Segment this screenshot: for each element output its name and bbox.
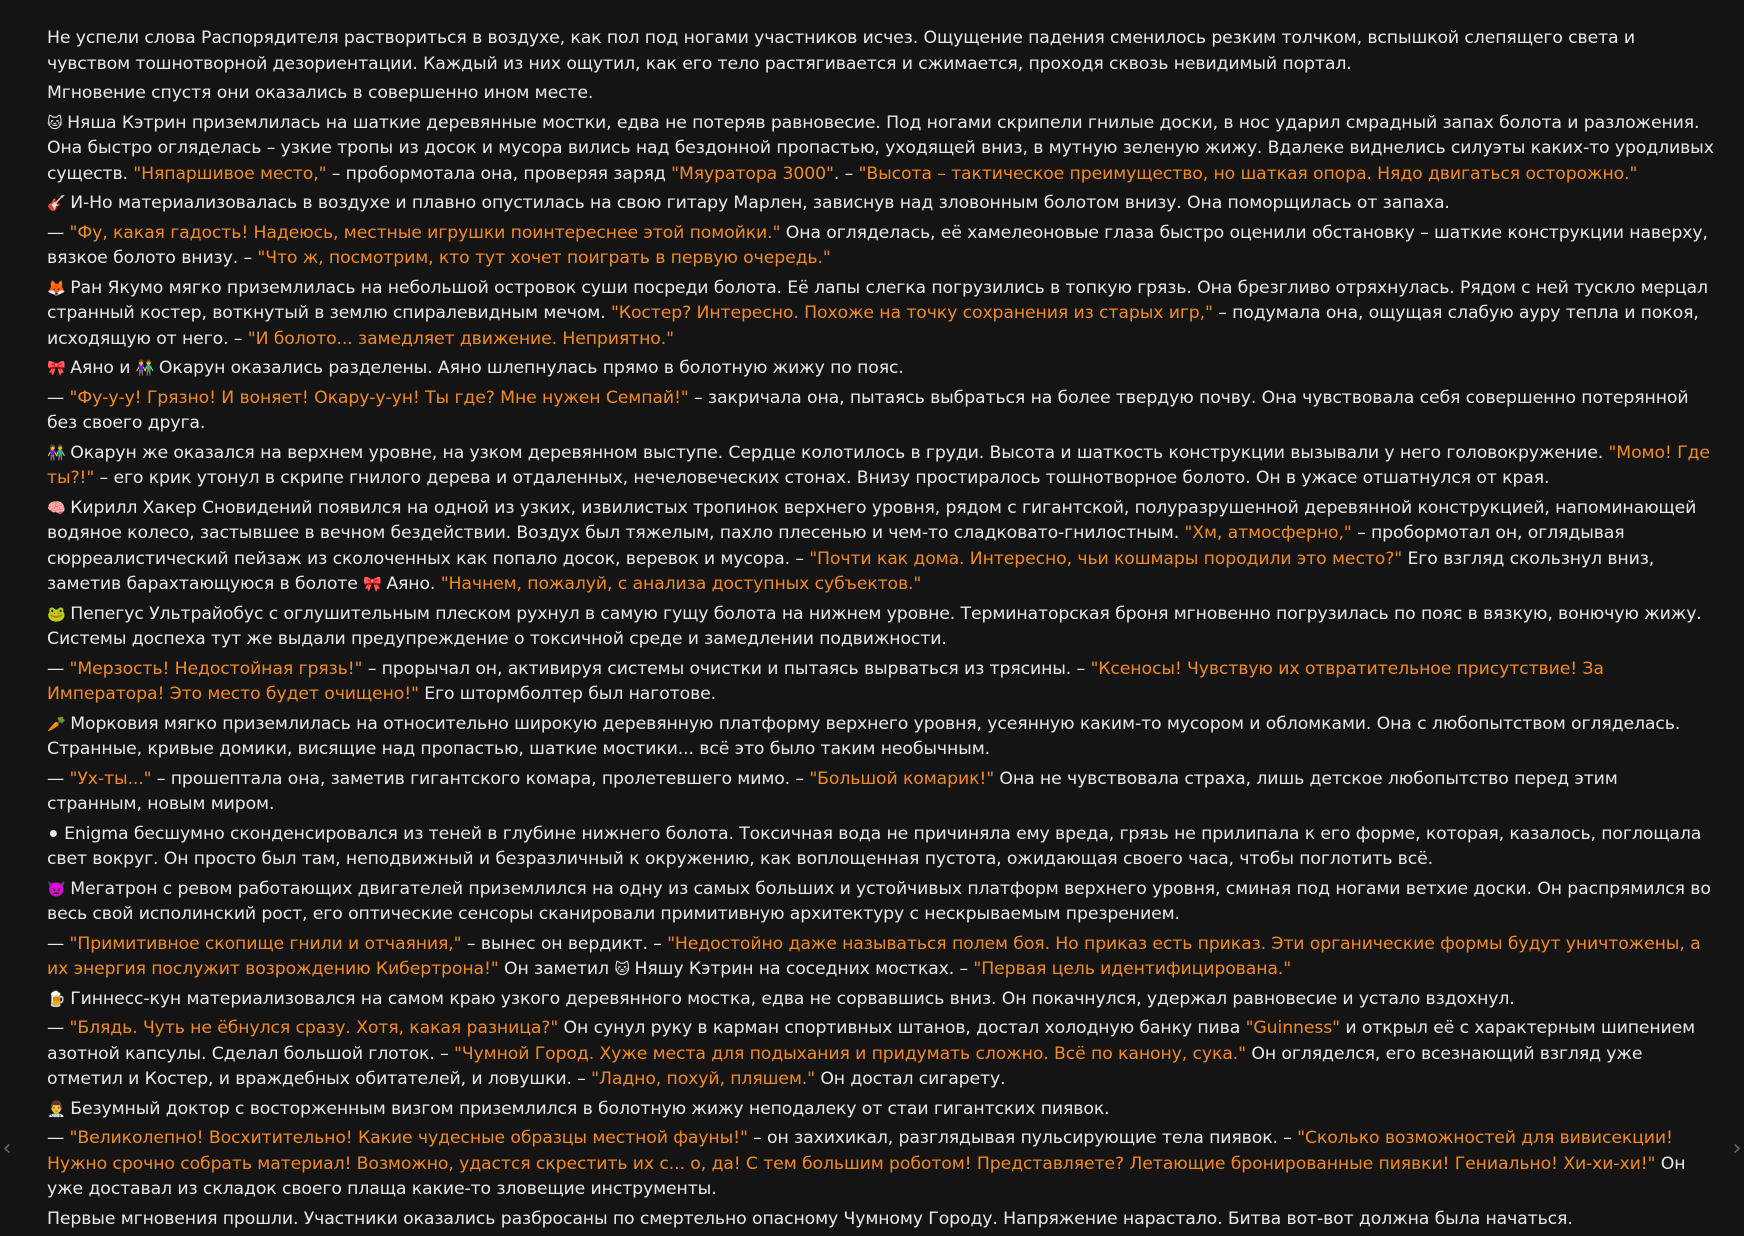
narration-text: Морковия мягко приземлилась на относительно широкую деревянную платформу верхнего уровня, усеянную каким-то мусором и обломками. Она с любопытством огляделась. Странные, кривые домики, висящие над пропастью, шаткие мостики... всё это было таким необычным. — [47, 713, 1681, 759]
narration-text: Окарун же оказался на верхнем уровне, на узком деревянном выступе. Сердце колотилось в груди. Высота и шаткость конструкции вызывали у него головокружение. — [70, 442, 1609, 463]
narration-text: Няша Кэтрин приземлилась на шаткие деревянные мостки, едва не потеряв равновесие. Под ногами скрипели гнилые доски, в нос ударил смрадный запах болота и разложения. Она быстро огляделась – узкие тропы из досок и мусора вились над бездонной пропастью, уходящей вниз, в мутную зеленую жижу. Вдалеке виднелись силуэты каких-то уродливых существ. — [47, 112, 1714, 184]
story-paragraph — [47, 441, 1717, 492]
story-paragraph — [47, 932, 1717, 983]
dialogue-quote: "Ух-ты..." — [69, 768, 152, 789]
narration-text: Его взгляд скользнул вниз, заметив барахтающуюся в болоте — [47, 548, 1655, 594]
character-emoji-icon: 🧠 — [47, 498, 71, 517]
dialogue-quote: "Няпаршивое место," — [133, 163, 327, 184]
dialogue-quote: "Блядь. Чуть не ёбнулся сразу. Хотя, какая разница?" — [69, 1018, 559, 1038]
character-emoji-icon: 🥕 — [47, 714, 71, 733]
character-emoji-icon: 🎀 — [363, 575, 387, 593]
narration-text: Мгновение спустя они оказались в совершенно ином месте. — [47, 83, 594, 103]
narration-text: Он сунул руку в карман спортивных штанов, достал холодную банку пива — [558, 1018, 1246, 1038]
character-emoji-icon: 🐸 — [47, 604, 71, 623]
narration-text: – прошептала она, заметив гигантского комара, пролетевшего мимо. – — [151, 768, 810, 789]
story-paragraph — [47, 496, 1717, 598]
story-paragraph — [47, 602, 1717, 653]
dialogue-quote: "Мерзость! Недостойная грязь!" — [69, 658, 363, 679]
story-paragraph — [47, 111, 1717, 188]
dialogue-quote: "И болото... замедляет движение. Неприятно." — [247, 328, 674, 349]
narration-text: Не успели слова Распорядителя раствориться в воздухе, как пол под ногами участников исчез. Ощущение падения сменилось резким толчком, вспышкой слепящего света и чувством тошнотворной дезориентации. Каждый из них ощутил, как его тело растягивается и сжимается, проходя сквозь невидимый портал. — [47, 28, 1635, 74]
dialogue-quote: "Фу, какая гадость! Надеюсь, местные игрушки поинтереснее этой помойки." — [69, 222, 781, 243]
dialogue-quote: "Чумной Город. Хуже места для подыхания и придумать сложно. Всё по канону, сука." — [454, 1043, 1246, 1064]
character-emoji-icon: 👫 — [47, 443, 71, 462]
story-paragraph — [47, 356, 1717, 382]
narration-text: Безумный доктор с восторженным визгом приземлился в болотную жижу неподалеку от стаи гигантских пиявок. — [70, 1098, 1110, 1119]
narration-text: Аяно. — [386, 574, 441, 594]
story-paragraph — [47, 81, 1717, 107]
story-paragraph — [47, 1126, 1717, 1203]
dialogue-quote: "Большой комарик!" — [809, 768, 995, 789]
narration-text: — — [47, 658, 70, 679]
story-paragraph — [47, 1097, 1717, 1123]
narration-text: и открыл её с характерным шипением азотной капсулы. Сделал большой глоток. – — [47, 1018, 1696, 1064]
chevron-left-icon[interactable]: ‹ — [2, 1136, 12, 1161]
dialogue-quote: "Фу-у-у! Грязно! И воняет! Окару-у-ун! Ты где? Мне нужен Семпай!" — [69, 387, 689, 408]
dialogue-quote: "Что ж, посмотрим, кто тут хочет поиграть в первую очередь." — [257, 248, 831, 268]
narration-text: Enigma бесшумно сконденсировался из теней в глубине нижнего болота. Токсичная вода не причиняла ему вреда, грязь не прилипала к его форме, которая, казалось, поглощала свет вокруг. Он просто был там, неподвижный и безразличный к окружению, как воплощенная пустота, ожидающая своего часа, чтобы поглотить всё. — [47, 823, 1702, 869]
character-emoji-icon: 👿 — [47, 879, 71, 898]
dialogue-quote: "Guinness" — [1245, 1018, 1340, 1038]
dialogue-quote: "Высота – тактическое преимущество, но шаткая опора. Нядо двигаться осторожно." — [858, 163, 1638, 184]
narration-text: И-Но материализовалась в воздухе и плавно опустилась на свою гитару Марлен, зависнув над зловонным болотом внизу. Она поморщилась от запаха. — [70, 193, 1450, 213]
character-emoji-icon: 🎀 — [47, 359, 71, 377]
dialogue-quote: "Костер? Интересно. Похоже на точку сохранения из старых игр," — [610, 303, 1213, 323]
story-paragraph — [47, 822, 1717, 873]
narration-text: – он захихикал, разглядывая пульсирующие тела пиявок. – — [747, 1128, 1298, 1148]
narration-text: – подумала она, ощущая слабую ауру тепла и покоя, исходящую от него. – — [47, 303, 1699, 349]
story-paragraph — [47, 1207, 1717, 1233]
dialogue-quote: "Начнем, пожалуй, с анализа доступных субъектов." — [440, 574, 922, 594]
story-paragraph — [47, 221, 1717, 272]
story-paragraph — [47, 386, 1717, 437]
dialogue-quote: "Примитивное скопище гнили и отчаяния," — [69, 933, 462, 954]
narration-text: Он уже доставал из складок своего плаща какие-то зловещие инструменты. — [47, 1153, 1686, 1199]
narration-text: Он огляделся, его всезнающий взгляд уже отметил и Костер, и враждебных обитателей, и ловушки. – — [47, 1043, 1643, 1089]
narration-text: – пробормотала она, проверяя заряд — [326, 163, 672, 184]
story-paragraph — [47, 877, 1717, 928]
narration-text: – его крик утонул в скрипе гнилого дерева и отдаленных, нечеловеческих стонах. Внизу простиралось тошнотворное болото. Он в ужасе отшатнулся от края. — [94, 468, 1550, 488]
dialogue-quote: "Хм, атмосферно," — [1184, 523, 1352, 543]
narration-text: – вынес он вердикт. – — [461, 933, 668, 954]
story-paragraph — [47, 276, 1717, 353]
dialogue-quote: "Великолепно! Восхитительно! Какие чудесные образцы местной фауны!" — [69, 1128, 748, 1148]
dialogue-quote: "Почти как дома. Интересно, чьи кошмары породили это место?" — [809, 548, 1403, 569]
narration-text: Она огляделась, её хамелеоновые глаза быстро оценили обстановку – шаткие конструкции наверху, вязкое болото внизу. – — [47, 222, 1708, 268]
narration-text: Кирилл Хакер Сновидений появился на одной из узких, извилистых тропинок верхнего уровня, рядом с гигантской, полуразрушенной деревянной конструкцией, напоминающей водяное колесо, застывшее в вечном бездействии. Воздух был тяжелым, пахло плесенью и чем-то сладковато-гнилостным. — [47, 497, 1697, 543]
narration-text: Его штормболтер был наготове. — [418, 684, 717, 704]
narration-text: — — [47, 222, 70, 243]
narration-text: . – — [833, 163, 859, 184]
story-paragraph — [47, 712, 1717, 763]
message-body — [47, 26, 1717, 1236]
story-paragraph — [47, 767, 1717, 818]
story-paragraph — [47, 987, 1717, 1013]
dialogue-quote: "Недостойно даже называться полем боя. Но приказ есть приказ. Эти органические формы будут уничтожены, а их энергия послужит возрождению Кибертрона!" — [47, 933, 1701, 979]
character-emoji-icon: 🐱 — [47, 113, 68, 132]
character-emoji-icon: 👫 — [135, 359, 159, 377]
character-emoji-icon: 🎸 — [47, 194, 71, 212]
character-emoji-icon: ⚫ — [47, 824, 65, 843]
narration-text: — — [47, 387, 70, 408]
narration-text: Она не чувствовала страха, лишь детское любопытство перед этим странным, новым миром. — [47, 768, 1618, 814]
narration-text: — — [47, 933, 70, 954]
narration-text: – закричала она, пытаясь выбраться на более твердую почву. Она чувствовала себя совершенно потерянной без своего друга. — [47, 387, 1689, 433]
story-paragraph — [47, 26, 1717, 77]
narration-text: — — [47, 1128, 70, 1148]
character-emoji-icon: 👨‍⚕️ — [47, 1099, 71, 1118]
chevron-right-icon[interactable]: › — [1732, 1136, 1742, 1161]
dialogue-quote: "Сколько возможностей для вивисекции! Нужно срочно собрать материал! Возможно, удастся скрестить их с... о, да! С тем большим роботом! Представляете? Летающие бронированные пиявки! Гениально! Хи-хи-хи!" — [47, 1128, 1673, 1174]
character-emoji-icon: 🦊 — [47, 278, 71, 297]
narration-text: Окарун оказались разделены. Аяно шлепнулась прямо в болотную жижу по пояс. — [158, 358, 904, 378]
narration-text: Первые мгновения прошли. Участники оказались разбросаны по смертельно опасному Чумному Городу. Напряжение нарастало. Битва вот-вот должна была начаться. — [47, 1208, 1573, 1229]
narration-text: Он достал сигарету. — [814, 1069, 1006, 1089]
dialogue-quote: "Ладно, похуй, пляшем." — [591, 1069, 815, 1089]
narration-text: Ран Якумо мягко приземлилась на небольшой островок суши посреди болота. Её лапы слегка погрузились в топкую грязь. Она брезгливо отряхнулась. Рядом с ней тускло мерцал странный костер, воткнутый в землю спиралевидным мечом. — [47, 277, 1708, 323]
narration-text: – прорычал он, активируя системы очистки и пытаясь вырваться из трясины. – — [362, 658, 1091, 679]
narration-text: Он заметил — [498, 959, 615, 979]
narration-text: Пепегус Ультрайобус с оглушительным плеском рухнул в самую гущу болота на нижнем уровне. Терминаторская броня мгновенно погрузилась по пояс в вязкую, вонючую жижу. Системы доспеха тут же выдали предупреждение о токсичной среде и замедлении подвижности. — [47, 603, 1702, 649]
narration-text: Няшу Кэтрин на соседних мостках. – — [634, 959, 974, 979]
narration-text: Мегатрон с ревом работающих двигателей приземлился на одну из самых больших и устойчивых платформ верхнего уровня, сминая под ногами ветхие доски. Он распрямился во весь свой исполинский рост, его оптические сенсоры сканировали примитивную архитектуру с нескрываемым презрением. — [47, 878, 1711, 924]
dialogue-quote: "Мяуратора 3000" — [671, 163, 834, 184]
narration-text: — — [47, 768, 70, 789]
character-emoji-icon: 🐱 — [614, 960, 635, 978]
story-paragraph — [47, 657, 1717, 708]
character-emoji-icon: 🍺 — [47, 989, 71, 1008]
narration-text: – пробормотал он, оглядывая сюрреалистический пейзаж из сколоченных как попало досок, веревок и мусора. – — [47, 523, 1625, 569]
story-paragraph — [47, 1016, 1717, 1093]
narration-text: Гиннесс-кун материализовался на самом краю узкого деревянного мостка, едва не сорвавшись вниз. Он покачнулся, удержал равновесие и устало вздохнул. — [70, 988, 1515, 1009]
dialogue-quote: "Первая цель идентифицирована." — [973, 959, 1292, 979]
story-paragraph — [47, 191, 1717, 217]
dialogue-quote: "Ксеносы! Чувствую их отвратительное присутствие! За Императора! Это место будет очищено!" — [47, 658, 1604, 704]
dialogue-quote: "Момо! Где ты?!" — [47, 442, 1710, 488]
narration-text: — — [47, 1018, 70, 1038]
narration-text: Аяно и — [70, 358, 136, 378]
